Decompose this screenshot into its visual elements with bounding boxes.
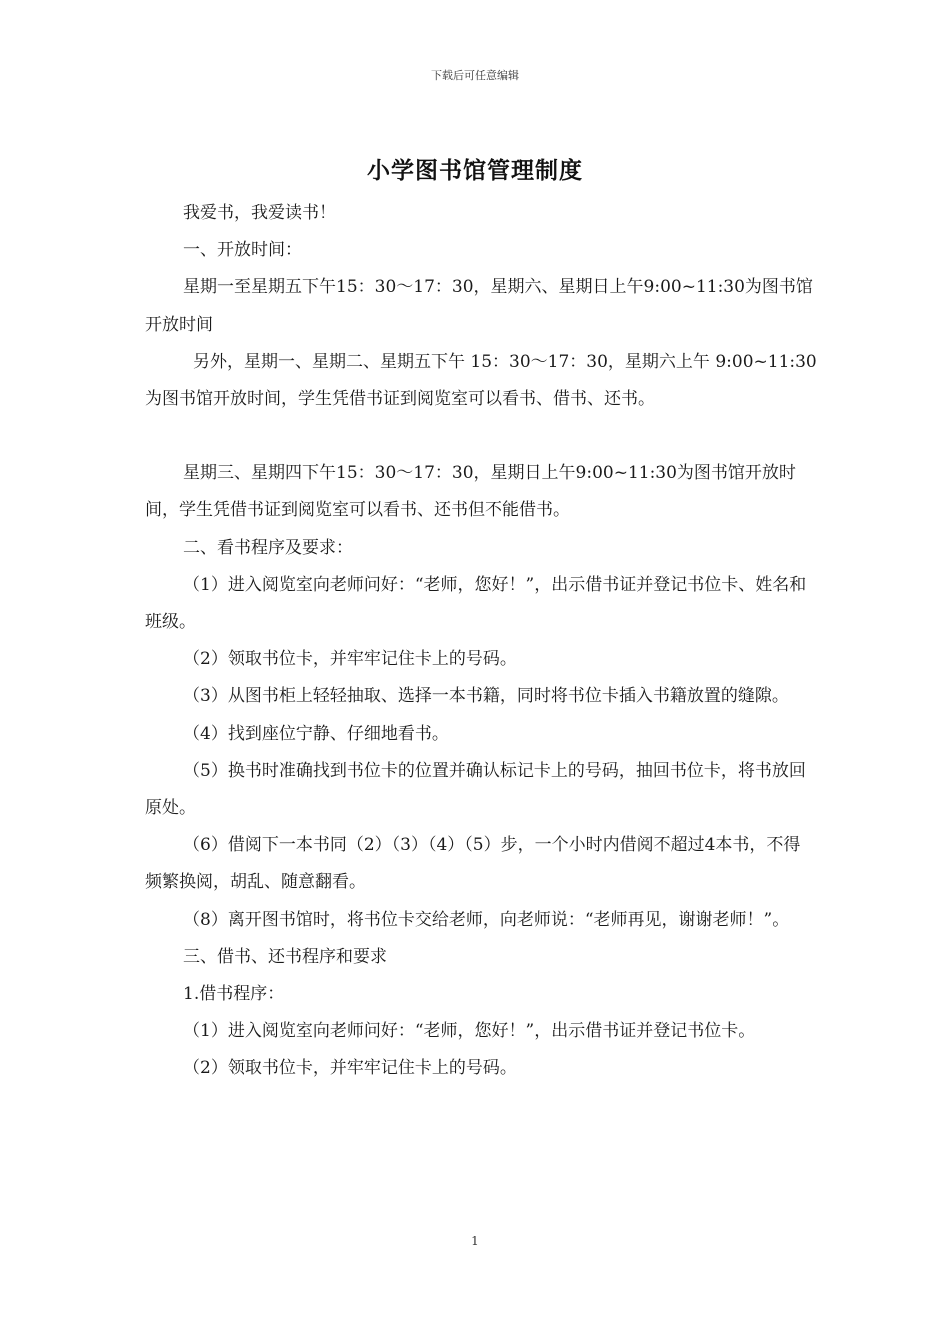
- list-item: （2）领取书位卡，并牢牢记住卡上的号码。: [183, 1058, 517, 1079]
- document-body: [145, 195, 817, 1088]
- list-item: （4）找到座位宁静、仔细地看书。: [183, 723, 449, 744]
- list-item: （1）进入阅览室向老师问好：“老师，您好！”，出示借书证并登记书位卡。: [183, 1021, 756, 1042]
- list-item: （5）换书时准确找到书位卡的位置并确认标记卡上的号码，抽回书位卡，将书放回原处。: [145, 760, 806, 819]
- paragraph-additional-hours: 另外，星期一、星期二、星期五下午 15：30～17：30，星期六上午 9:00~11:30为图书馆开放时间，学生凭借书证到阅览室可以看书、借书、还书。: [145, 351, 817, 410]
- paragraph-motto: 我爱书，我爱读书！: [183, 203, 336, 223]
- list-item: （8）离开图书馆时，将书位卡交给老师，向老师说：“老师再见，谢谢老师！”。: [183, 909, 790, 930]
- section-heading-opening-hours: 一、开放时间：: [183, 240, 302, 261]
- paragraph-wed-thu-hours: 星期三、星期四下午15：30～17：30，星期日上午9:00~11:30为图书馆开放时间，学生凭借书证到阅览室可以看书、还书但不能借书。: [145, 463, 796, 521]
- page-number: 1: [471, 1234, 479, 1248]
- document-title: 小学图书馆管理制度: [367, 157, 583, 184]
- list-item: （3）从图书柜上轻轻抽取、选择一本书籍，同时将书位卡插入书籍放置的缝隙。: [183, 686, 789, 707]
- list-item: （2）领取书位卡，并牢牢记住卡上的号码。: [183, 649, 517, 670]
- spacer: [145, 418, 817, 455]
- list-item: （6）借阅下一本书同（2）（3）（4）（5）步，一个小时内借阅不超过4本书，不得频繁换阅，胡乱、随意翻看。: [145, 835, 801, 893]
- section-heading-borrow-return: 三、借书、还书程序和要求: [183, 946, 387, 967]
- section-heading-reading-rules: 二、看书程序及要求：: [183, 537, 353, 558]
- list-item: （1）进入阅览室向老师问好：“老师，您好！”，出示借书证并登记书位卡、姓名和班级。: [145, 574, 807, 633]
- subsection-heading-borrow: 1.借书程序：: [183, 984, 285, 1005]
- paragraph-opening-hours: 星期一至星期五下午15：30～17：30，星期六、星期日上午9:00~11:30为图书馆开放时间: [145, 277, 813, 335]
- page-header: 下载后可任意编辑: [431, 69, 519, 82]
